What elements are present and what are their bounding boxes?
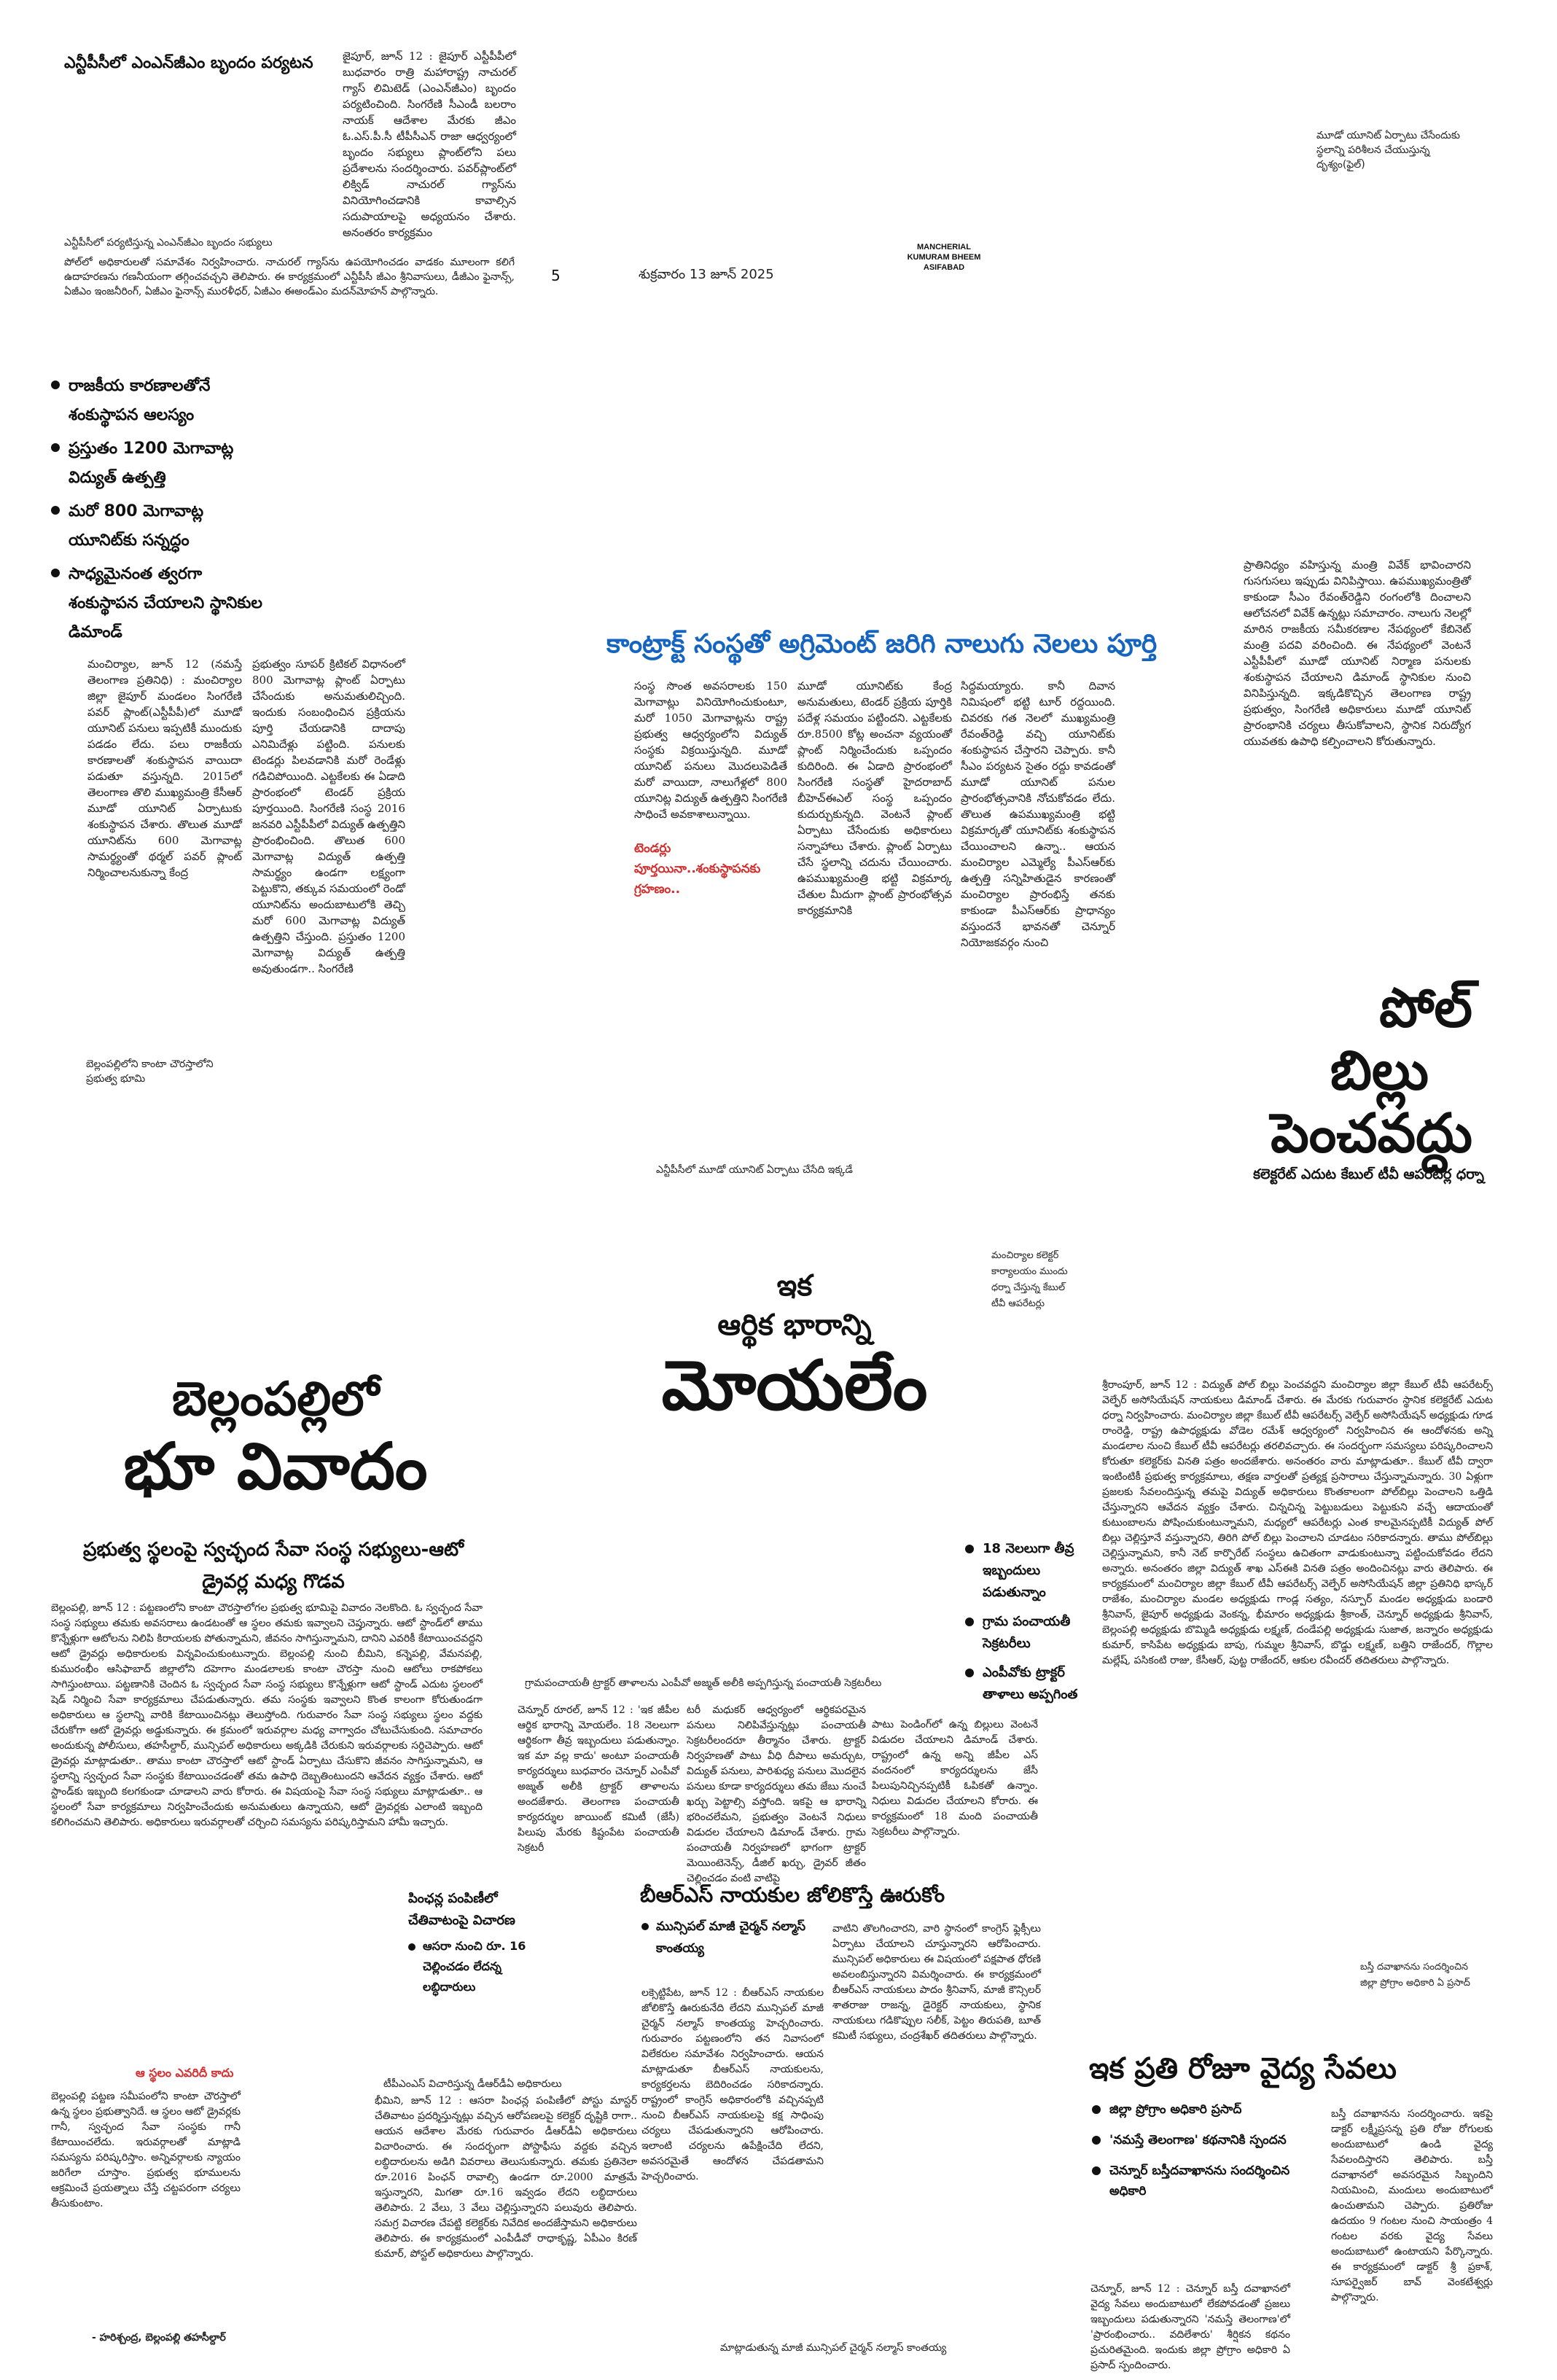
financial-col-2: టరీ మధుకర్ ఆధ్వర్యంలో ఆర్థికపరమైన పనులు నిలిపివేస్తున్నట్లు పంచాయతీ సెక్రటరీలందరూ తీర్మానం చేశారు. ట్రాక్టర్ నిర్వహణతో పాటు వీధి దీపాలు అమర్చుట, విద్యుత్ పనులు, పారిశుధ్య పనులు మొదలైన పనులు కూడా కార్యదర్శులు తమ జేబు నుంచే ఖర్చు పెట్టాల్సి వస్తోంది. ఇకపై ఆ భారాన్ని భరించలేమని, ప్రభుత్వం వెంటనే నిధులు విడుదల చేయాలని డిమాండ్ చేశారు. గ్రామ పంచాయతీ నిర్వహణలో భాగంగా ట్రాక్టర్ మెయింటెనెన్స్, డీజిల్ ఖర్చు, డ్రైవర్ జీతం చెల్లించడం వంటి వాటిపై — [687, 1704, 870, 1884]
financial-headline — [627, 1267, 962, 1427]
bullet-text: రాజకీయ కారణాలతోనే శంకుస్థాపన ఆలస్యం — [69, 377, 211, 424]
contract-col-4: మూడో యూనిట్‌కు కేంద్ర అనుమతులు, టెండర్ ప్రక్రియ పూర్తికి పదేళ్ల సమయం పట్టిందని. ఎట్టకేలకు రూ.8500 కోట్ల అంచనా వ్యయంతో ప్లాంట్ నిర్మించేందుకు ఒప్పందం కుదిరింది. ఈ ఏడాది ప్రారంభంలో సింగరేణి సంస్థతో హైదరాబాద్ బీహెచ్ఈఎల్ సంస్థ ఒప్పందం కుదుర్చుకున్నది. వెంటనే ప్లాంట్ ఏర్పాటు చేసేందుకు అధికారులు సన్నాహాలు చేశారు. ప్లాంట్ ఏర్పాటు చేసే స్థలాన్ని చదును చేయించారు. ఉపముఖ్యమంత్రి భట్టి విక్రమార్క చేతుల మీదుగా ప్లాంట్ ప్రారంభోత్సవ కార్యక్రమానికి — [797, 679, 956, 917]
edition-line: KUMURAM BHEEM — [907, 253, 981, 262]
bullet-item — [1092, 2161, 1311, 2201]
bullet-icon — [51, 569, 60, 577]
pole-body: శ్రీరాంపూర్, జూన్ 12 : విద్యుత్ పోల్ బిల్లు పెంచవద్దని మంచిర్యాల జిల్లా కేబుల్ టీవీ ఆపరేటర్స్ వెల్ఫేర్ అసోసియేషన్ నాయకులు డిమాండ్ చేశారు. ఈ మేరకు గురువారం స్థానిక కలెక్టరేట్ ఎదుట ధర్నా నిర్వహించారు. మంచిర్యాల జిల్లా కేబుల్ టీవీ ఆపరేటర్స్ వెల్ఫేర్ అసోసియేషన్ అధ్యక్షుడు గూడ రాంరెడ్డి, రాష్ట్ర ఉపాధ్యక్షుడు వోడెల రమేశ్ ఆధ్వర్యంలో నిర్వహించిన ఈ ఆందోళనకు అన్ని మండలాల నుంచి కేబుల్ టీవీ ఆపరేటర్లు తరలివచ్చారు. ఈ సందర్భంగా సమస్యలు పరిష్కరించాలని కోరుతూ కలెక్టర్‌కు వినతి పత్రం అందజేశారు. అనంతరం వారు మాట్లాడుతూ.. కేబుల్ టీవీ ద్వారా ఇంటింటికీ ప్రభుత్వ కార్యక్రమాలు, తక్షణ వార్తలతో ప్రత్యక్ష ప్రసారాలు చేస్తున్నామన్నారు. 30 ఏళ్లుగా ప్రజలకు సేవలందిస్తున్న తమపై విద్యుత్ అధికారులు కొంతకాలంగా పోల్‌బిల్లు పెంచాలని ఒత్తిడి చేస్తున్నారని ఆవేదన వ్యక్తం చేశారు. చిన్నచిన్న పెట్టుబడులు పెట్టుకుని వచ్చే ఆదాయంతో కుటుంబాలను పోషించుకుంటున్నామని, మధ్యలో ఆపరేటర్లు ఎంత కాలమైనప్పటికీ విద్యుత్ పోల్ బిల్లు చెల్లిస్తూనే వస్తున్నారని, తిరిగి పోల్ బిల్లు పెంచాలని చూడటం సరికాదన్నారు. తాము పోల్‌బిల్లు చెల్లిస్తున్నామని, కానీ నెట్ కార్పొరేట్ సంస్థలు ఉచితంగా వాడుకుంటున్నా పట్టించుకోవడం లేదని అన్నారు. అనంతరం జిల్లా విద్యుత్ శాఖ ఎస్‌ఈకి వినతి పత్రం అందించినట్లు వారు తెలిపారు. ఈ కార్యక్రమంలో మంచిర్యాల జిల్లా కేబుల్ టీవీ ఆపరేటర్స్ వెల్ఫేర్ అసోసియేషన్ జిల్లా ప్రతినిధి భాస్కర్ రాజేశం, మంచిర్యాల మండల అధ్యక్షుడు గాండ్ల సత్యం, నస్పూర్ మండల అధ్యక్షుడు బండారి శ్రీనివాస్, జైపూర్ అధ్యక్షుడు వెంకన్న, భీమారం అధ్యక్షుడు శ్రీకాంత్, చెన్నూర్ అధ్యక్షుడు శ్రీనివాస్, బెల్లంపల్లి అధ్యక్షుడు బొమ్మిడి అధ్యక్షుడు లక్ష్మణ్, దండేపల్లి అధ్యక్షుడు సుజాత, జన్నారం అధ్యక్షుడు కుమార్, కాసిపేట అధ్యక్షుడు బాపు, గుమ్మల శ్రీనివాస్, బొడ్డు లక్ష్మణ్, బత్తిని రాజేందర్, గొల్లాల మల్లేష్, పసికంటి రాజు, కేసీఆర్, పుట్ట రాజేందర్, ఆకుల రవీందర్ తదితరులు పాల్గొన్నారు. — [1102, 1379, 1496, 1666]
contract-col-5: సిద్ధమయ్యారు. కానీ దివాన నిమిషంలో భట్టి టూర్ రద్దయింది. చివరకు గత నెలలో ముఖ్యమంత్రి రేవంత్‌రెడ్డి వచ్చి యూనిట్‌కు శంకుస్థాపన చేస్తారని చెప్పారు. కానీ సీఎం పర్యటన సైతం రద్దు కావడంతో మూడో యూనిట్ పనుల ప్రారంభోత్సవానికి నోచుకోవడం లేదు. తొలుత ఉపముఖ్యమంత్రి భట్టి విక్రమార్కతో యూనిట్‌కు శంకుస్థాపన చేయించాలని ఉన్నా.. ఆయన మంచిర్యాల ఎమ్మెల్యే పీఎస్‌ఆర్‌కు ఉత్పత్తి సన్నిహితుడైన కారణంతో మంచిర్యాల ప్రారంభిస్తే తనకు కాకుండా పీఎస్‌ఆర్‌కు ప్రాధాన్యం వస్తుందనే భావనతో చెన్నూర్ నియోజకవర్గం నుంచి — [961, 679, 1119, 949]
bullet-icon — [1092, 2166, 1101, 2175]
pincha-box-headline: పింఛన్ల పంపిణీలో చేతివాటంపై విచారణ — [408, 1891, 515, 1928]
bullet-icon — [1092, 2105, 1101, 2114]
pincha-body: భీమిని, జూన్ 12 : ఆసరా పింఛన్ల పంపిణీలో పోస్టు మాస్టర్ చేతివాటం ప్రదర్శిస్తున్నట్లు వచ్చిన ఆరోపణలపై కలెక్టర్ దృష్టికి రాగా.. ఆయన ఆదేశాల మేరకు గురువారం డీఆర్‌డీఏ అధికారులు విచారించారు. ఈ సందర్భంగా పోస్టాఫీసు వద్దకు వచ్చిన లబ్ధిదారులను అడిగి వివరాలు తెలుసుకున్నారు. తమకు ప్రతినెలా రూ.2016 పింఛన్ రావాల్సి ఉండగా రూ.2000 మాత్రమే ఇస్తున్నారని, మిగతా రూ.16 ఇవ్వడం లేదని లబ్ధిదారులు తెలిపారు. 2 వేలు, 3 వేలు చెల్లిస్తున్నారని పలువురు తెలిపారు. సమగ్ర విచారణ చేపట్టి కలెక్టర్‌కు నివేదిక అందజేస్తామని అధికారులు తెలిపారు. ఈ కార్యక్రమంలో ఎంపీడీవో రాధాకృష్ణ, ఏపీఎం కిరణ్ కుమార్, పోస్టల్ అధికారులు పాల్గొన్నారు. — [375, 2095, 641, 2260]
bellampalli-box-byline: - హరిశ్చంద్ర, బెల్లంపల్లి తహసీల్దార్ — [92, 2332, 226, 2344]
medical-col-2: బస్తీ దవాఖానను సందర్శించారు. ఇకపై డాక్టర్ లక్ష్మీప్రసన్న ప్రతి రోజు రోగులకు అందుబాటులో ఉండి వైద్య సేవలందిస్తారని తెలిపారు. బస్తీ దవాఖానలో అవసరమైన సిబ్బందిని నియమించి, మందులు అందుబాటులో ఉంచుతామని చెప్పారు. ప్రతిరోజు ఉదయం 9 గంటల నుంచి సాయంత్రం 4 గంటల వరకు వైద్య సేవలు అందుబాటులో ఉంటాయని పేర్కొన్నారు. ఈ కార్యక్రమంలో డాక్టర్ శ్రీ ప్రకాశ్, సూపర్వైజర్ బావ్ వెంకటేశ్వర్లు పాల్గొన్నారు. — [1331, 2108, 1496, 2303]
financial-headline-line3: మోయలేం — [661, 1346, 928, 1426]
bullet-item — [51, 497, 262, 555]
page-number: 5 — [551, 267, 561, 284]
bullet-item — [51, 372, 262, 430]
brs-headline: బీఆర్ఎస్ నాయకుల జోలికొస్తే ఊరుకోం — [640, 1883, 945, 1907]
medical-col-1: చెన్నూర్, జూన్ 12 : చెన్నూర్ బస్తీ దవాఖానలో వైద్య సేవలు అందుబాటులో లేకపోవడంతో ప్రజలు ఇబ్బందులు పడుతున్నారని 'నమస్తే తెలంగాణ'లో 'ప్రారంభించారు.. వదిలేశారు' శీర్షికన కథనం ప్రచురితమైంది. ఇందుకు జిల్లా ప్రోగ్రాం అధికారి ఏ ప్రసాద్ స్పందించారు. — [1090, 2283, 1294, 2371]
pole-headline-line: బిల్లు — [1330, 1039, 1429, 1102]
contract-col-3: సంస్థ సొంత అవసరాలకు 150 మెగావాట్లు వినియోగించుకుంటూ, మరో 1050 మెగావాట్లను రాష్ట్ర ప్రభుత్వ ఆధ్వర్యంలోని విద్యుత్ సంస్థకు విక్రయిస్తున్నది. మూడో యూనిట్ పనులు మొదలుపెడితే మరో వాయిదా, నాలుగేళ్లలో 800 యూనిట్ల విద్యుత్ ఉత్పత్తిని సింగరేణి సాధించే అవకాశాలున్నాయి. — [634, 679, 791, 821]
bellampalli-box-heading: ఆ స్థలం ఎవరిదీ కాదు — [136, 2066, 234, 2080]
bullet-icon — [51, 506, 60, 515]
bullet-icon — [965, 1545, 974, 1553]
pole-kicker: కలెక్టరేట్ ఎదుట కేబుల్ టీవీ ఆపరేటర్ల ధర్నా — [1253, 1166, 1484, 1182]
bullet-text: ప్రస్తుతం 1200 మెగావాట్ల విద్యుత్ ఉత్పత్తి — [69, 440, 234, 487]
page-date: శుక్రవారం 13 జూన్ 2025 — [639, 267, 774, 282]
edition-line: ASIFABAD — [923, 263, 965, 272]
bullet-icon — [641, 1923, 649, 1930]
bullet-text: చెన్నూర్ బస్తీదవాఖానను సందర్శించిన అధికారి — [1109, 2164, 1290, 2198]
financial-headline-line2: ఆర్థిక భారాన్ని — [717, 1308, 872, 1342]
medical-bullets — [1092, 2099, 1311, 2201]
brs-col-2: వాటిని తొలగించారని, వారి స్థానంలో కాంగ్రెస్ ఫ్లెక్సీలు ఏర్పాటు చేయాలని చూస్తున్నారని ఆరోపించారు. మున్సిపల్ అధికారులు ఈ విషయంలో పక్షపాత ధోరణి అవలంబిస్తున్నారని విమర్శించారు. ఈ కార్యక్రమంలో బీఆర్ఎస్ నాయకులు పాదం శ్రీనివాస్, మాజీ కౌన్సిలర్ శాతరాజు రాజన్న, డైరెక్టర్ నాయకులు, స్థానిక నాయకులు గడికొప్పుల సలీక్, పెట్టం తిరుపతి, బూత్ కమిటీ సభ్యులు, చంద్రశేఖర్ తదితరులు పాల్గొన్నారు. — [832, 1923, 1045, 2042]
bullet-icon — [408, 1943, 415, 1951]
bellampalli-subhead: ప్రభుత్వ స్థలంపై స్వచ్ఛంద సేవా సంస్థ సభ్యులు-ఆటో డ్రైవర్ల మధ్య గొడవ — [83, 1539, 464, 1593]
bullet-text: సాధ్యమైనంత త్వరగా శంకుస్థాపన చేయాలని స్థానికుల డిమాండ్ — [69, 565, 263, 641]
ntpc-body-bottom: పోల్‌లో అధికారులతో సమావేశం నిర్వహించారు. నాచురల్ గ్యాస్‌ను ఉపయోగించడం వాడకం మూలంగా కలిగే ఉదాహరణను గణనీయంగా తగ్గించవచ్చని తెలిపారు. ఈ కార్యక్రమంలో ఎన్టీపీసీ జీఎం శ్రీనివాసులు, డీజీఎం ఫైనాన్స్, ఏజీఎం ఇంజనీరింగ్, ఏజీఎం ఫైనాన్స్ మురళీధర్, ఏజీఎం ఈఅండ్‌ఎం మదన్‌మోహన్ పాల్గొన్నారు. — [64, 257, 518, 297]
pincha-box-sub — [408, 1936, 554, 1997]
edition-label — [904, 242, 984, 273]
bullet-icon — [1092, 2136, 1101, 2145]
contract-col-1: మంచిర్యాల, జూన్ 12 (నమస్తే తెలంగాణ ప్రతినిధి) : మంచిర్యాల జిల్లా జైపూర్ మండలం సింగరేణి పవర్ ప్లాంట్(ఎస్టీపీపీ)లో మూడో యూనిట్ పనులు ఇప్పటికీ ముందుకు పడడం లేదు. పలు రాజకీయ కారణాలతో శంకుస్థాపన వాయిదా పడుతూ వస్తున్నది. 2015లో తెలంగాణ తొలి ముఖ్యమంత్రి కేసీఆర్ మూడో యూనిట్ ఏర్పాటుకు శంకుస్థాపన చేశారు. తొలుత మూడో యూనిట్‌ను 600 మెగావాట్ల సామర్థ్యంతో థర్మల్ పవర్ ప్లాంట్ నిర్మించాలనుకున్నా కేంద్ర — [87, 658, 246, 879]
medical-photo-caption: బస్తీ దవాఖానను సందర్శించిన జిల్లా ప్రోగ్రాం అధికారి ఏ ప్రసాద్ — [1360, 1962, 1470, 1989]
brs-bullet — [641, 1916, 831, 1959]
pole-photo-caption: మంచిర్యాల కలెక్టర్ కార్యాలయం ముందు ధర్నా చేస్తున్న కేబుల్ టీవీ ఆపరేటర్లు — [991, 1250, 1068, 1309]
edition-line: MANCHERIAL — [917, 243, 971, 251]
financial-photo-caption: గ్రామపంచాయతీ ట్రాక్టర్ తాళాలను ఎంపీవో అజ్మత్ అలీకి అప్పగిస్తున్న పంచాయతీ సెక్రటరీలు — [525, 1677, 882, 1689]
bullet-icon — [51, 381, 60, 389]
bullet-item — [1092, 2130, 1311, 2150]
contract-headline: కాంట్రాక్ట్ సంస్థతో అగ్రిమెంట్ జరిగి నాలుగు నెలలు పూర్తి — [606, 629, 1158, 659]
contract-pullquote: టెండర్లు పూర్తయినా..శంకుస్థాపనకు గ్రహణం.. — [634, 841, 761, 897]
bullet-item — [965, 1538, 1104, 1604]
brs-col-1: లక్సెట్టిపేట, జూన్ 12 : బీఆర్ఎస్ నాయకుల జోలికొస్తే ఊరుకునేది లేదని మున్సిపల్ మాజీ చైర్మన్ నల్మాస్ కాంతయ్య హెచ్చరించారు. గురువారం పట్టణంలోని తన నివాసంలో విలేకరుల సమావేశం నిర్వహించారు. ఆయన మాట్లాడుతూ బీఆర్ఎస్ నాయకులను, కార్యకర్తలను బెదిరించడం సరికాదన్నారు. రాష్ట్రంలో కాంగ్రెస్ అధికారంలోకి వచ్చినప్పటి నుంచి బీఆర్ఎస్ నాయకులపై కక్ష సాధింపు చర్యలు చేపడుతున్నారని ఆరోపించారు. ఇలాంటి చర్యలను ఉపేక్షించేది లేదని, అవసరమైతే ఆందోళన చేపడతామని హెచ్చరించారు. — [641, 1987, 827, 2182]
bullet-text: 'నమస్తే తెలంగాణ' కథనానికి స్పందన — [1109, 2133, 1287, 2147]
bullet-item — [965, 1611, 1104, 1655]
financial-bullets — [965, 1538, 1104, 1706]
bellampalli-headline-line2: భూ వివాదం — [123, 1429, 428, 1504]
ntpc-photo-caption: ఎన్టీపీసీలో పర్యటిస్తున్న ఎంఎన్‌జీఎం బృందం సభ్యులు — [64, 237, 273, 249]
bullet-item — [51, 434, 262, 493]
medical-headline: ఇక ప్రతి రోజూ వైద్య సేవలు — [1089, 2052, 1397, 2086]
bullet-text: జిల్లా ప్రోగ్రాం అధికారి ప్రసాద్ — [1109, 2102, 1242, 2117]
bullet-text: మున్సిపల్ మాజీ చైర్మన్ నల్మాస్ కాంతయ్య — [656, 1919, 806, 1956]
bullet-text: ఎంపీవోకు ట్రాక్టర్ తాళాలు అప్పగింత — [983, 1665, 1078, 1702]
top-right-caption: మూడో యూనిట్ ఏర్పాటు చేసేందుకు స్థలాన్ని పరిశీలన చేయుస్తున్న దృశ్యం(ఫైల్) — [1316, 130, 1461, 171]
financial-headline-line1: ఇక — [776, 1269, 813, 1303]
bullet-text: 18 నెలలుగా తీవ్ర ఇబ్బందులు పడుతున్నాం — [983, 1541, 1074, 1600]
contract-col-2: ప్రభుత్వం సూపర్ క్రిటికల్ విధానంలో 800 మెగావాట్ల ప్లాంట్ ఏర్పాటు చేసేందుకు అనుమతులిచ్చింది. ఇందుకు సంబంధించిన ప్రక్రియను పూర్తి చేయడానికి దాదాపు ఎనిమిదేళ్లు పట్టింది. పనులకు టెండర్లు పిలవడానికి మరో రెండేళ్లు గడిచిపోయింది. ఎట్టకేలకు ఈ ఏడాది ప్రారంభంలో టెండర్ ప్రక్రియ పూర్తయింది. సింగరేణి సంస్థ 2016 జనవరి ఎస్టీపీపీలో విద్యుత్ ఉత్పత్తిని ప్రారంభించింది. తొలుత 600 మెగావాట్ల విద్యుత్ ఉత్పత్తి సామర్థ్యం ఉండగా లక్ష్యంగా పెట్టుకొని, తక్కువ సమయంలో రెండో యూనిట్‌ను అందుబాటులోకి తెచ్చి మరో 600 మెగావాట్ల విద్యుత్ ఉత్పత్తిని చేస్తుంది. ప్రస్తుతం 1200 మెగావాట్ల విద్యుత్ ఉత్పత్తి అవుతుండగా.. సింగరేణి — [252, 658, 409, 975]
contract-col-6: ప్రాతినిధ్యం వహిస్తున్న మంత్రి వివేక్ భావించారని గుసగుసలు ఇప్పుడు వినిపిస్తాయి. ఉపముఖ్యమంత్రితో కాకుండా సీఎం రేవంత్‌రెడ్డిని రంగంలోకి దించాలని ఆలోచనలో వివేక్ ఉన్నట్లు సమాచారం. నాలుగు నెలల్లో మారిన రాజకీయ సమీకరణాల నేపథ్యంలో కేబినెట్ మంత్రి పదవి వరించింది. ఈ నేపథ్యంలో వెంటనే ఎస్టీపీపీలో మూడో యూనిట్ నిర్మాణ పనులకు శంకుస్థాపన చేయాలని డిమాండ్ స్థానికుల నుంచి వినిపిస్తున్నది. ఇక్కడికొచ్చిన తెలంగాణ రాష్ట్ర ప్రభుత్వం, సింగరేణి అధికారులు మూడో యూనిట్ ప్రారంభానికి చర్యలు తీసుకోవాలని, స్థానిక నిరుద్యోగ యువతకు ఉపాధి కల్పించాలని కోరుతున్నారు. — [1244, 558, 1475, 748]
bullet-item — [965, 1662, 1104, 1706]
ntpc-pic-caption: ఎన్టీపీసీలో మూడో యూనిట్ ఏర్పాటు చేసేది ఇక్కడే — [656, 1164, 853, 1176]
pincha-caption: టీపీఎంఎస్ విచారిస్తున్న డీఆర్‌డీఏ అధికారులు — [383, 2078, 562, 2090]
bullet-icon — [51, 443, 60, 452]
pole-headline-line: పెంచవద్దు — [1271, 1102, 1472, 1165]
bellampalli-headline-line1: బెల్లంపల్లిలో — [171, 1373, 380, 1427]
financial-col-3: పాటు పెండింగ్‌లో ఉన్న బిల్లులు వెంటనే విడుదల చేయాలని డిమాండ్ చేశారు. రాష్ట్రంలో ఉన్న అన్ని జీపీల ఎస్ వందనంలో కార్యదర్శులను జేసీ పిలుపునిచ్చినప్పటికీ ఓపికతో ఉన్నాం. నిధులు విడుదల చేయాలని కోరారు. ఈ కార్యక్రమంలో 18 మంది పంచాయతీ సెక్రటరీలు పాల్గొన్నారు. — [872, 1719, 1042, 1838]
left-mid-caption: బెల్లంపల్లిలోని కాంటా చౌరస్తాలోని ప్రభుత్వ భూమి — [86, 1058, 214, 1085]
bullet-item — [51, 560, 262, 647]
pole-headline-line: పోల్ — [1379, 977, 1472, 1039]
pole-headline — [1166, 977, 1472, 1165]
financial-col-1: చెన్నూర్ రూరల్, జూన్ 12 : 'ఇక జీపీల ఆర్థిక భారాన్ని మోయలేం. 18 నెలలుగా ఆర్థికంగా తీవ్ర ఇబ్బందులు పడుతున్నాం. ఇక మా వల్ల కాదు' అంటూ పంచాయతీ కార్యదర్శులు బుధవారం చెన్నూర్ ఎంపీవో అజ్మత్ అలీకి ట్రాక్టర్ తాళాలను అందజేశారు. తెలంగాణ పంచాయతీ కార్యదర్శుల జాయింట్ కమిటీ (జేసీ) పిలుపు మేరకు కిష్టంపేట పంచాయతీ సెక్రటరీ — [518, 1704, 683, 1854]
bullet-icon — [965, 1618, 974, 1626]
bottom-left-caption: మాట్లాడుతున్న మాజీ మున్సిపల్ చైర్మన్ నల్మాస్ కాంతయ్య — [720, 2342, 947, 2354]
ntpc-photo — [64, 82, 334, 232]
bullet-item — [1092, 2099, 1311, 2120]
ntpc-body-right: జైపూర్, జూన్ 12 : జైపూర్ ఎస్టీపీపీలో బుధవారం రాత్రి మహారాష్ట్ర నాచురల్ గ్యాస్ లిమిటెడ్ (ఎంఎన్‌జీఎం) బృందం పర్యటించింది. సింగరేణి సీఎండీ బలరాం నాయక్ ఆదేశాల మేరకు జీఎం ఓ.ఎస్.పీ.సీ టీపీసీఎన్ రాజా ఆధ్వర్యంలో బృందం సభ్యులు ప్లాంట్‌లోని పలు ప్రదేశాలను సందర్శించారు. పవర్‌ప్లాంట్‌లో లిక్విడ్ నాచురల్ గ్యాస్‌ను వినియోగించడానికి కావాల్సిన సదుపాయాలపై అధ్యయనం చేశారు. అనంతరం కార్యక్రమం — [343, 50, 520, 239]
top-bullets — [51, 372, 262, 647]
bellampalli-box-body: బెల్లంపల్లి పట్టణ సమీపంలోని కాంటా చౌరస్తాలో ఉన్న స్థలం ప్రభుత్వానిదే. ఆ స్థలం ఆటో డ్రైవర్లకు గానీ, స్వచ్ఛంద సేవా సంస్థకు గానీ కేటాయించలేదు. ఇరువర్గాలతో మాట్లాడి సమస్యను పరిష్కరిస్తాం. అన్నివర్గాలకు న్యాయం జరిగేలా చూస్తాం. ప్రభుత్వ భూములను ఆక్రమించే ప్రయత్నాలు చేస్తే చట్టపరంగా చర్యలు తీసుకుంటాం. — [51, 2091, 244, 2209]
bullet-text: గ్రామ పంచాయతీ సెక్రటరీలు — [983, 1614, 1071, 1651]
bellampalli-body: బెల్లంపల్లి, జూన్ 12 : పట్టణంలోని కాంటా చౌరస్తాలోగల ప్రభుత్వ భూమిపై వివాదం నెలకొంది. ఓ స్వచ్ఛంద సేవా సంస్థ సభ్యులు తమకు అవసరాలు ఉండటంతో ఆ స్థలం తమకు ఇవ్వాలని చెప్తున్నారు. ఆటో స్టాండ్‌లో తాము కొన్నేళ్లుగా ఆటోలను నిలిపి కిరాయలకు పోతున్నామని, జీవనం సాగిస్తున్నామని, దానిని ఎవరికీ కేటాయించవద్దని ఆటో డ్రైవర్లు అధికారులకు విన్నవించుకుంటున్నారు. బెల్లంపల్లి నుంచి బీమిని, కన్నెపల్లి, వేమనపల్లి, కుమురంభీం ఆసిఫాబాద్ జిల్లాలోని దహెగాం మండలాలకు కాంటా చౌరస్తా నుంచి ఆటోలు రాకపోకలు సాగిస్తుంటాయి. పట్టణానికి చెందిన ఓ స్వచ్ఛంద సేవా సంస్థ సభ్యులు కొన్నేళ్లుగా ఆటో స్టాండ్ ఎదుట స్థలంలో షెడ్ నిర్మించి సేవా కార్యక్రమాలు చేపడుతున్నారు. తమ సంస్థకు ఇవ్వాలని కొంత కాలంగా కోరుతుండగా అధికారులు ఆ స్థలాన్ని వారికి కేటాయించినట్లు తెలుస్తోంది. గురువారం సేవా సంస్థ సభ్యులు స్థలం వద్దకు చేరుకోగా ఆటో డ్రైవర్లు అడ్డుకున్నారు. ఈ క్రమంలో ఇరువర్గాల మధ్య వాగ్వాదం చోటుచేసుకుంది. సమాచారం అందుకున్న పోలీసులు, తహసీల్దార్, మున్సిపల్ అధికారులు అక్కడికి చేరుకుని ఇరువర్గాలకు సర్దిచెప్పారు. ఆటో డ్రైవర్లు మాట్లాడుతూ.. తాము కాంటా చౌరస్తాలో ఆటో స్టాండ్ ఏర్పాటు చేసుకొని జీవనం సాగిస్తున్నామని, ఆ స్థలాన్ని స్వచ్ఛంద సేవా సంస్థకు కేటాయించడంతో తమ ఉపాధి దెబ్బతింటుందని ఆవేదన వ్యక్తం చేశారు. ఆటో స్టాండ్‌కు ఇబ్బంది కలగకుండా చూడాలని వారు కోరారు. ఈ విషయంపై సేవా సంస్థ సభ్యులు మాట్లాడుతూ.. ఆ స్థలంలో సేవా కార్యక్రమాలు నిర్వహించేందుకు అనుమతులు ఉన్నాయని, ఆటో డ్రైవర్లకు ఎలాంటి ఇబ్బంది కలిగించమని తెలిపారు. అధికారులు ఇరువర్గాలతో చర్చించి సమస్యను పరిష్కరిస్తామని హామీ ఇచ్చారు. — [51, 1602, 486, 1828]
ntpc-headline: ఎన్టీపీసీలో ఎంఎన్‌జీఎం బృందం పర్యటన — [64, 54, 313, 72]
bullet-text: మరో 800 మెగావాట్ల యూనిట్‌కు సన్నద్ధం — [69, 502, 204, 550]
bellampalli-headline — [57, 1370, 494, 1505]
bullet-text: ఆసరా నుంచి రూ. 16 చెల్లించడం లేదన్న లబ్ధిదారులు — [423, 1939, 526, 1994]
pincha-box — [408, 1888, 554, 1997]
